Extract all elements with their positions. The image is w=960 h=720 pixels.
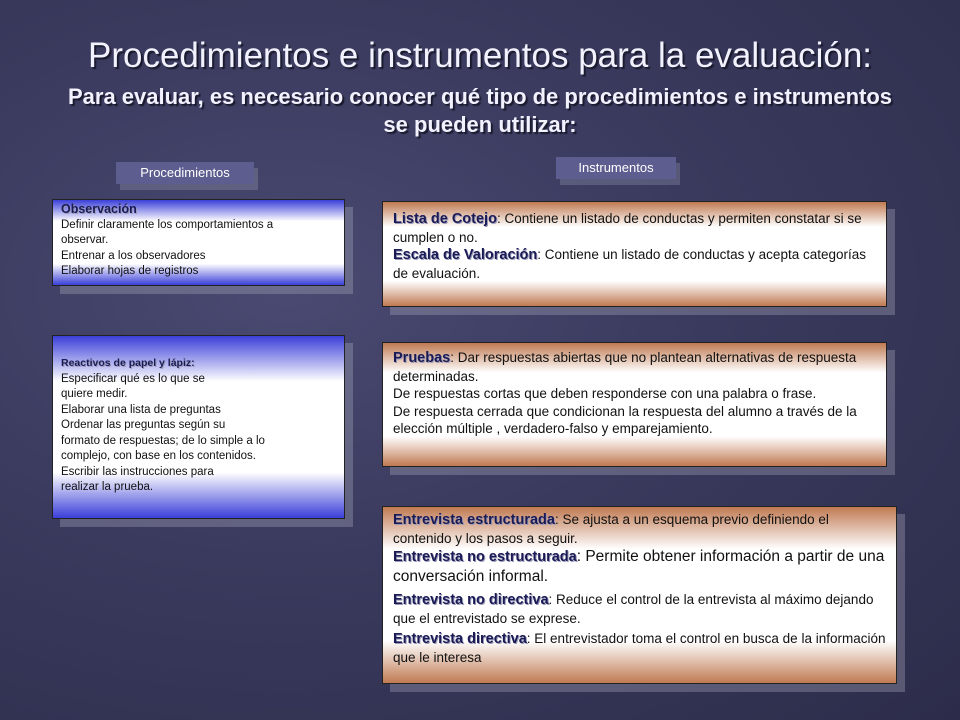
entrevista-no-directiva-paragraph — [393, 591, 886, 627]
reactivos-line: formato de respuestas; de lo simple a lo — [61, 434, 265, 447]
label-instrumentos: Instrumentos — [556, 157, 676, 179]
observacion-heading: Observación — [61, 202, 137, 216]
entrevista-no-directiva-term: Entrevista no directiva — [393, 592, 549, 608]
entrevista-estructurada-text: : Se ajusta a un esquema previo definiendo el contenido y los pasos a seguir. — [393, 512, 829, 546]
entrevista-directiva-term: Entrevista directiva — [393, 631, 527, 647]
reactivos-line: Ordenar las preguntas según su — [61, 419, 226, 431]
pruebas-line: De respuestas cortas que deben responderse con una palabra o frase. — [393, 386, 817, 401]
entrevista-no-directiva-text: : Reduce el control de la entrevista al máximo dejando que el entrevistado se exprese. — [393, 592, 874, 626]
reactivos-line: Especificar qué es lo que se — [61, 372, 205, 385]
escala-valoracion-paragraph — [393, 246, 876, 282]
reactivos-line: quiere medir. — [61, 388, 128, 400]
entrevista-no-estructurada-text: : Permite obtener información a partir de una conversación informal. — [393, 548, 885, 585]
reactivos-line: Escribir las instrucciones para — [61, 465, 214, 478]
lista-cotejo-text: : Contiene un listado de conductas y permiten constatar si se cumplen o no. — [393, 211, 862, 245]
pruebas-text: : Dar respuestas abiertas que no plantean alternativas de respuesta determinadas. — [393, 350, 857, 384]
lista-cotejo-box — [382, 201, 887, 307]
observacion-line: Elaborar hojas de registros — [61, 265, 199, 277]
entrevista-no-estructurada-term: Entrevista no estructurada — [393, 549, 577, 565]
entrevista-directiva-paragraph — [393, 630, 886, 666]
reactivos-heading: Reactivos de papel y lápiz: — [61, 357, 195, 369]
reactivos-line: realizar la prueba. — [61, 481, 154, 493]
pruebas-box — [382, 342, 887, 467]
observacion-line: Entrenar a los observadores — [61, 249, 206, 262]
escala-valoracion-term: Escala de Valoración — [393, 247, 538, 263]
entrevista-directiva-text: : El entrevistador toma el control en busca de la información que le interesa — [393, 631, 886, 665]
entrevista-estructurada-term: Entrevista estructurada — [393, 512, 555, 528]
entrevista-estructurada-paragraph — [393, 511, 886, 547]
reactivos-box — [52, 335, 345, 519]
pruebas-term: Pruebas — [393, 350, 451, 366]
observacion-box — [52, 199, 345, 286]
observacion-line: observar. — [61, 234, 109, 246]
slide-subtitle: Para evaluar, es necesario conocer qué tipo de procedimientos e instrumentos se pueden utilizar: — [67, 84, 893, 137]
entrevista-no-estructurada-paragraph — [393, 547, 886, 587]
lista-cotejo-term: Lista de Cotejo — [393, 211, 497, 227]
label-procedimientos: Procedimientos — [116, 162, 254, 184]
slide-title: Procedimientos e instrumentos para la evaluación: — [87, 36, 873, 75]
reactivos-line: Elaborar una lista de preguntas — [61, 403, 221, 416]
reactivos-line: complejo, con base en los contenidos. — [61, 450, 256, 462]
lista-cotejo-paragraph — [393, 210, 876, 246]
observacion-line: Definir claramente los comportamientos a — [61, 218, 274, 231]
entrevistas-box — [382, 506, 897, 684]
pruebas-line: De respuesta cerrada que condicionan la respuesta del alumno a través de la elección múltiple , verdadero-falso y emparejamiento. — [393, 403, 857, 436]
pruebas-paragraph — [393, 349, 876, 385]
escala-valoracion-text: : Contiene un listado de conductas y acepta categorías de evaluación. — [393, 247, 866, 281]
